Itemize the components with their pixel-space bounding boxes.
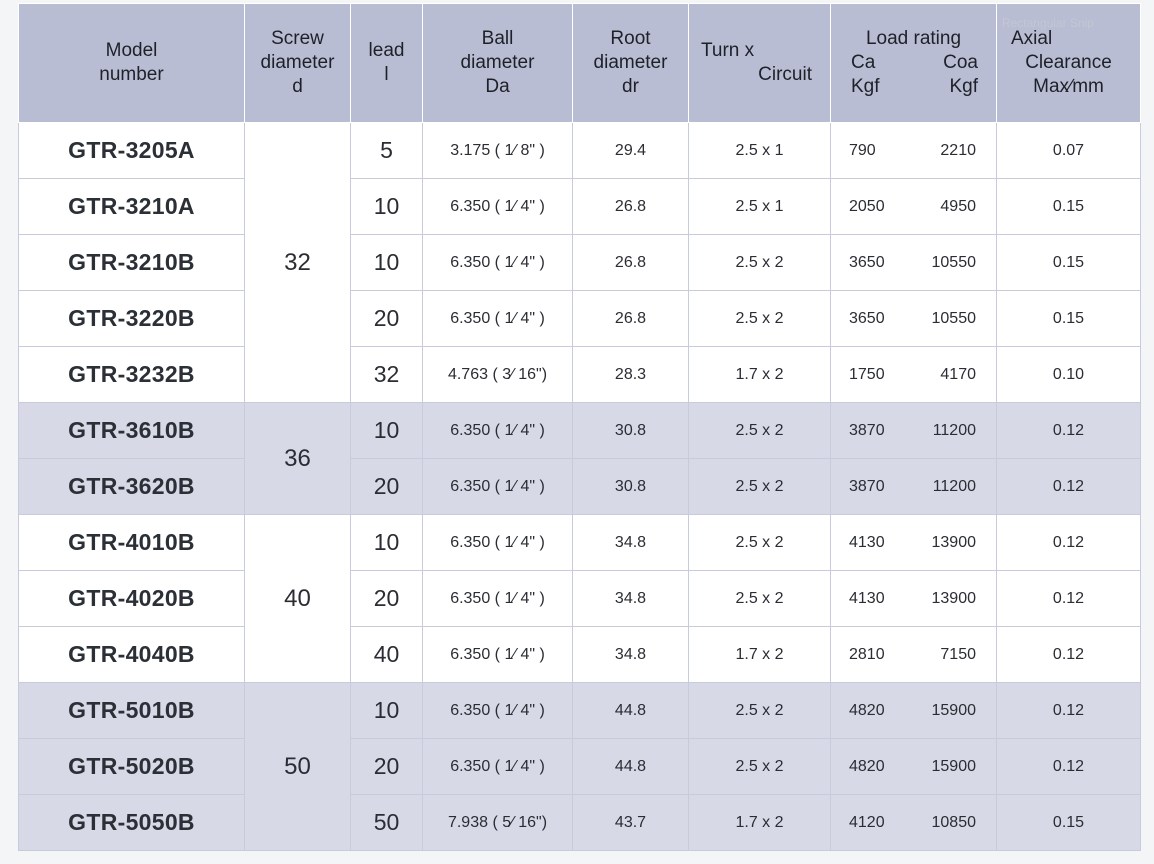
lead-cell: 10 — [351, 403, 423, 459]
turn-circuit-cell: 2.5 x 2 — [689, 683, 831, 739]
load-ca-value: 2810 — [849, 645, 885, 663]
lead-cell: 20 — [351, 459, 423, 515]
header-axial-clearance: Axial Clearance Max∕mm — [997, 4, 1141, 123]
load-coa-value: 11200 — [932, 477, 976, 495]
lead-cell: 20 — [351, 291, 423, 347]
load-rating-cell — [831, 571, 997, 627]
model-number-cell: GTR-4010B — [19, 515, 245, 571]
ball-diameter-cell: 6.350 ( 1∕ 4" ) — [423, 683, 573, 739]
ball-diameter-cell: 4.763 ( 3∕ 16") — [423, 347, 573, 403]
model-number-cell: GTR-5050B — [19, 795, 245, 851]
load-ca-value: 790 — [849, 141, 876, 159]
root-diameter-cell: 28.3 — [573, 347, 689, 403]
header-model: Model number — [19, 4, 245, 123]
root-diameter-cell: 44.8 — [573, 683, 689, 739]
load-rating-cell — [831, 403, 997, 459]
table-row — [19, 571, 1141, 627]
ball-diameter-cell: 6.350 ( 1∕ 4" ) — [423, 291, 573, 347]
root-diameter-cell: 30.8 — [573, 403, 689, 459]
turn-circuit-cell: 2.5 x 2 — [689, 235, 831, 291]
load-rating-cell — [831, 459, 997, 515]
root-diameter-cell: 26.8 — [573, 235, 689, 291]
axial-clearance-cell: 0.07 — [997, 123, 1141, 179]
header-screw-diameter: Screw diameter d — [245, 4, 351, 123]
axial-clearance-cell: 0.15 — [997, 179, 1141, 235]
load-rating-cell — [831, 291, 997, 347]
axial-clearance-cell: 0.10 — [997, 347, 1141, 403]
table-row — [19, 179, 1141, 235]
table-row — [19, 291, 1141, 347]
header-ca: Ca — [851, 52, 876, 73]
axial-clearance-cell: 0.15 — [997, 291, 1141, 347]
load-rating-cell — [831, 347, 997, 403]
load-rating-cell — [831, 683, 997, 739]
header-root-diameter: Root diameter dr — [573, 4, 689, 123]
ball-diameter-cell: 6.350 ( 1∕ 4" ) — [423, 739, 573, 795]
root-diameter-cell: 29.4 — [573, 123, 689, 179]
table-row — [19, 627, 1141, 683]
load-ca-value: 4130 — [849, 589, 885, 607]
root-diameter-cell: 26.8 — [573, 291, 689, 347]
lead-cell: 10 — [351, 179, 423, 235]
model-number-cell: GTR-3610B — [19, 403, 245, 459]
lead-cell: 10 — [351, 683, 423, 739]
load-ca-value: 4820 — [849, 701, 885, 719]
lead-cell: 10 — [351, 235, 423, 291]
load-rating-cell — [831, 795, 997, 851]
axial-clearance-cell: 0.12 — [997, 627, 1141, 683]
lead-cell: 32 — [351, 347, 423, 403]
model-number-cell: GTR-3220B — [19, 291, 245, 347]
axial-clearance-cell: 0.15 — [997, 795, 1141, 851]
table-row — [19, 123, 1141, 179]
header-ca-unit: Kgf — [851, 76, 880, 97]
spec-table-container — [18, 3, 1142, 853]
turn-circuit-cell: 1.7 x 2 — [689, 795, 831, 851]
ball-diameter-cell: 7.938 ( 5∕ 16") — [423, 795, 573, 851]
axial-clearance-cell: 0.12 — [997, 739, 1141, 795]
root-diameter-cell: 44.8 — [573, 739, 689, 795]
lead-cell: 40 — [351, 627, 423, 683]
load-coa-value: 10550 — [931, 309, 976, 327]
lead-cell: 20 — [351, 739, 423, 795]
root-diameter-cell: 34.8 — [573, 627, 689, 683]
header-lead: lead l — [351, 4, 423, 123]
turn-circuit-cell: 2.5 x 2 — [689, 291, 831, 347]
load-rating-cell — [831, 179, 997, 235]
ball-diameter-cell: 6.350 ( 1∕ 4" ) — [423, 235, 573, 291]
turn-circuit-cell: 2.5 x 2 — [689, 571, 831, 627]
ball-diameter-cell: 6.350 ( 1∕ 4" ) — [423, 571, 573, 627]
axial-clearance-cell: 0.12 — [997, 459, 1141, 515]
load-ca-value: 4820 — [849, 757, 885, 775]
load-rating-cell — [831, 627, 997, 683]
model-number-cell: GTR-3620B — [19, 459, 245, 515]
axial-clearance-cell: 0.12 — [997, 403, 1141, 459]
ball-diameter-cell: 3.175 ( 1∕ 8" ) — [423, 123, 573, 179]
lead-cell: 5 — [351, 123, 423, 179]
root-diameter-cell: 30.8 — [573, 459, 689, 515]
screw-diameter-cell: 32 — [245, 123, 351, 403]
load-ca-value: 3870 — [849, 421, 885, 439]
load-ca-value: 3650 — [849, 309, 885, 327]
ball-diameter-cell: 6.350 ( 1∕ 4" ) — [423, 515, 573, 571]
turn-circuit-cell: 2.5 x 1 — [689, 179, 831, 235]
model-number-cell: GTR-3210A — [19, 179, 245, 235]
turn-circuit-cell: 1.7 x 2 — [689, 627, 831, 683]
root-diameter-cell: 26.8 — [573, 179, 689, 235]
model-number-cell: GTR-3205A — [19, 123, 245, 179]
table-row — [19, 515, 1141, 571]
load-rating-cell — [831, 515, 997, 571]
axial-clearance-cell: 0.12 — [997, 683, 1141, 739]
model-number-cell: GTR-4040B — [19, 627, 245, 683]
turn-circuit-cell: 1.7 x 2 — [689, 347, 831, 403]
load-coa-value: 4950 — [940, 197, 976, 215]
model-number-cell: GTR-3210B — [19, 235, 245, 291]
turn-circuit-cell: 2.5 x 1 — [689, 123, 831, 179]
load-coa-value: 4170 — [940, 365, 976, 383]
axial-clearance-cell: 0.15 — [997, 235, 1141, 291]
header-load-rating: Load rating Ca Coa Kgf Kgf — [831, 4, 997, 123]
ball-screw-spec-table — [18, 3, 1141, 851]
ball-diameter-cell: 6.350 ( 1∕ 4" ) — [423, 179, 573, 235]
load-rating-cell — [831, 235, 997, 291]
header-coa-unit: Kgf — [949, 76, 978, 97]
turn-circuit-cell: 2.5 x 2 — [689, 739, 831, 795]
screw-diameter-cell: 36 — [245, 403, 351, 515]
model-number-cell: GTR-5020B — [19, 739, 245, 795]
table-row — [19, 459, 1141, 515]
table-row — [19, 347, 1141, 403]
load-ca-value: 3650 — [849, 253, 885, 271]
table-row — [19, 235, 1141, 291]
axial-clearance-cell: 0.12 — [997, 515, 1141, 571]
screw-diameter-cell: 50 — [245, 683, 351, 851]
header-ball-diameter: Ball diameter Da — [423, 4, 573, 123]
load-coa-value: 15900 — [931, 701, 976, 719]
table-row — [19, 795, 1141, 851]
ball-diameter-cell: 6.350 ( 1∕ 4" ) — [423, 459, 573, 515]
ball-diameter-cell: 6.350 ( 1∕ 4" ) — [423, 403, 573, 459]
turn-circuit-cell: 2.5 x 2 — [689, 459, 831, 515]
load-coa-value: 13900 — [931, 533, 976, 551]
load-coa-value: 10850 — [931, 813, 976, 831]
load-ca-value: 1750 — [849, 365, 885, 383]
lead-cell: 50 — [351, 795, 423, 851]
watermark-text: Rectangular Snip — [1001, 16, 1094, 30]
screw-diameter-cell: 40 — [245, 515, 351, 683]
load-rating-cell — [831, 739, 997, 795]
table-row — [19, 683, 1141, 739]
table-body — [19, 123, 1141, 851]
root-diameter-cell: 34.8 — [573, 571, 689, 627]
load-coa-value: 10550 — [931, 253, 976, 271]
table-row — [19, 403, 1141, 459]
header-turn-circuit: Turn x Circuit — [689, 4, 831, 123]
axial-clearance-cell: 0.12 — [997, 571, 1141, 627]
load-coa-value: 2210 — [940, 141, 976, 159]
model-number-cell: GTR-3232B — [19, 347, 245, 403]
table-row — [19, 739, 1141, 795]
root-diameter-cell: 43.7 — [573, 795, 689, 851]
load-ca-value: 3870 — [849, 477, 885, 495]
load-rating-cell — [831, 123, 997, 179]
load-coa-value: 11200 — [932, 421, 976, 439]
load-ca-value: 2050 — [849, 197, 885, 215]
load-ca-value: 4120 — [849, 813, 885, 831]
header-row — [19, 4, 1141, 123]
load-coa-value: 13900 — [931, 589, 976, 607]
model-number-cell: GTR-4020B — [19, 571, 245, 627]
turn-circuit-cell: 2.5 x 2 — [689, 515, 831, 571]
model-number-cell: GTR-5010B — [19, 683, 245, 739]
lead-cell: 20 — [351, 571, 423, 627]
lead-cell: 10 — [351, 515, 423, 571]
ball-diameter-cell: 6.350 ( 1∕ 4" ) — [423, 627, 573, 683]
load-coa-value: 7150 — [940, 645, 976, 663]
turn-circuit-cell: 2.5 x 2 — [689, 403, 831, 459]
header-coa: Coa — [943, 52, 978, 73]
load-coa-value: 15900 — [931, 757, 976, 775]
root-diameter-cell: 34.8 — [573, 515, 689, 571]
load-ca-value: 4130 — [849, 533, 885, 551]
